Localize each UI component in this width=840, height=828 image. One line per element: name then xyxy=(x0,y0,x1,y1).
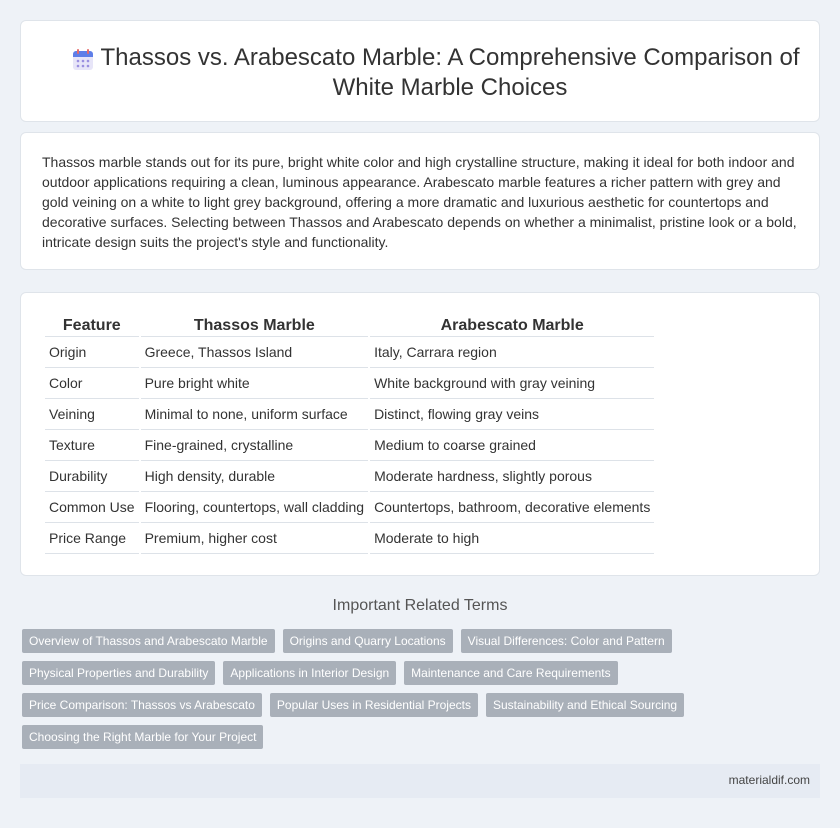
table-cell: Pure bright white xyxy=(141,368,368,399)
table-cell: Moderate to high xyxy=(370,523,654,554)
table-cell: Fine-grained, crystalline xyxy=(141,430,368,461)
table-cell: Color xyxy=(45,368,139,399)
column-header: Feature xyxy=(45,315,139,337)
table-cell: Texture xyxy=(45,430,139,461)
related-terms-list xyxy=(22,629,702,749)
table-cell: Flooring, countertops, wall cladding xyxy=(141,492,368,523)
table-cell: Italy, Carrara region xyxy=(370,337,654,368)
table-row xyxy=(45,337,654,368)
table-cell: Countertops, bathroom, decorative elements xyxy=(370,492,654,523)
related-term-tag[interactable]: Visual Differences: Color and Pattern xyxy=(461,629,672,653)
table-row xyxy=(45,399,654,430)
table-cell: White background with gray veining xyxy=(370,368,654,399)
related-term-tag[interactable]: Overview of Thassos and Arabescato Marble xyxy=(22,629,275,653)
table-cell: Premium, higher cost xyxy=(141,523,368,554)
header-card xyxy=(20,20,820,122)
table-cell: Price Range xyxy=(45,523,139,554)
related-term-tag[interactable]: Physical Properties and Durability xyxy=(22,661,215,685)
related-term-tag[interactable]: Price Comparison: Thassos vs Arabescato xyxy=(22,693,262,717)
intro-card xyxy=(20,132,820,270)
related-term-tag[interactable]: Maintenance and Care Requirements xyxy=(404,661,617,685)
related-terms-heading: Important Related Terms xyxy=(332,597,508,614)
related-term-tag[interactable]: Choosing the Right Marble for Your Project xyxy=(22,725,263,749)
comparison-card xyxy=(20,292,820,576)
table-cell: Common Use xyxy=(45,492,139,523)
table-cell: Durability xyxy=(45,461,139,492)
column-header: Arabescato Marble xyxy=(370,315,654,337)
table-row xyxy=(45,461,654,492)
comparison-table xyxy=(43,315,656,554)
related-term-tag[interactable]: Sustainability and Ethical Sourcing xyxy=(486,693,684,717)
page-title: Thassos vs. Arabescato Marble: A Comprehensive Comparison of White Marble Choices xyxy=(100,44,800,101)
related-term-tag[interactable]: Origins and Quarry Locations xyxy=(283,629,453,653)
footer-site-link[interactable]: materialdif.com xyxy=(728,773,810,787)
table-cell: Greece, Thassos Island xyxy=(141,337,368,368)
table-cell: High density, durable xyxy=(141,461,368,492)
table-row xyxy=(45,368,654,399)
table-header-row xyxy=(45,315,654,337)
related-term-tag[interactable]: Popular Uses in Residential Projects xyxy=(270,693,478,717)
table-row xyxy=(45,430,654,461)
footer xyxy=(20,764,820,798)
table-cell: Veining xyxy=(45,399,139,430)
column-header: Thassos Marble xyxy=(141,315,368,337)
table-row xyxy=(45,492,654,523)
table-cell: Moderate hardness, slightly porous xyxy=(370,461,654,492)
table-cell: Minimal to none, uniform surface xyxy=(141,399,368,430)
table-row xyxy=(45,523,654,554)
intro-text: Thassos marble stands out for its pure, bright white color and high crystalline structure, making it ideal for both indoor and outdoor applications requiring a clean, luminous appearance. Arabescato marble features a richer pattern with grey and gold veining on a white to light grey background, offering a more dramatic and luxurious aesthetic for countertops and decorative surfaces. Selecting between Thassos and Arabescato depends on whether a minimalist, pristine look or a bold, intricate design suits the project's style and functionality. xyxy=(42,154,797,250)
table-cell: Origin xyxy=(45,337,139,368)
related-term-tag[interactable]: Applications in Interior Design xyxy=(223,661,396,685)
table-cell: Medium to coarse grained xyxy=(370,430,654,461)
table-cell: Distinct, flowing gray veins xyxy=(370,399,654,430)
